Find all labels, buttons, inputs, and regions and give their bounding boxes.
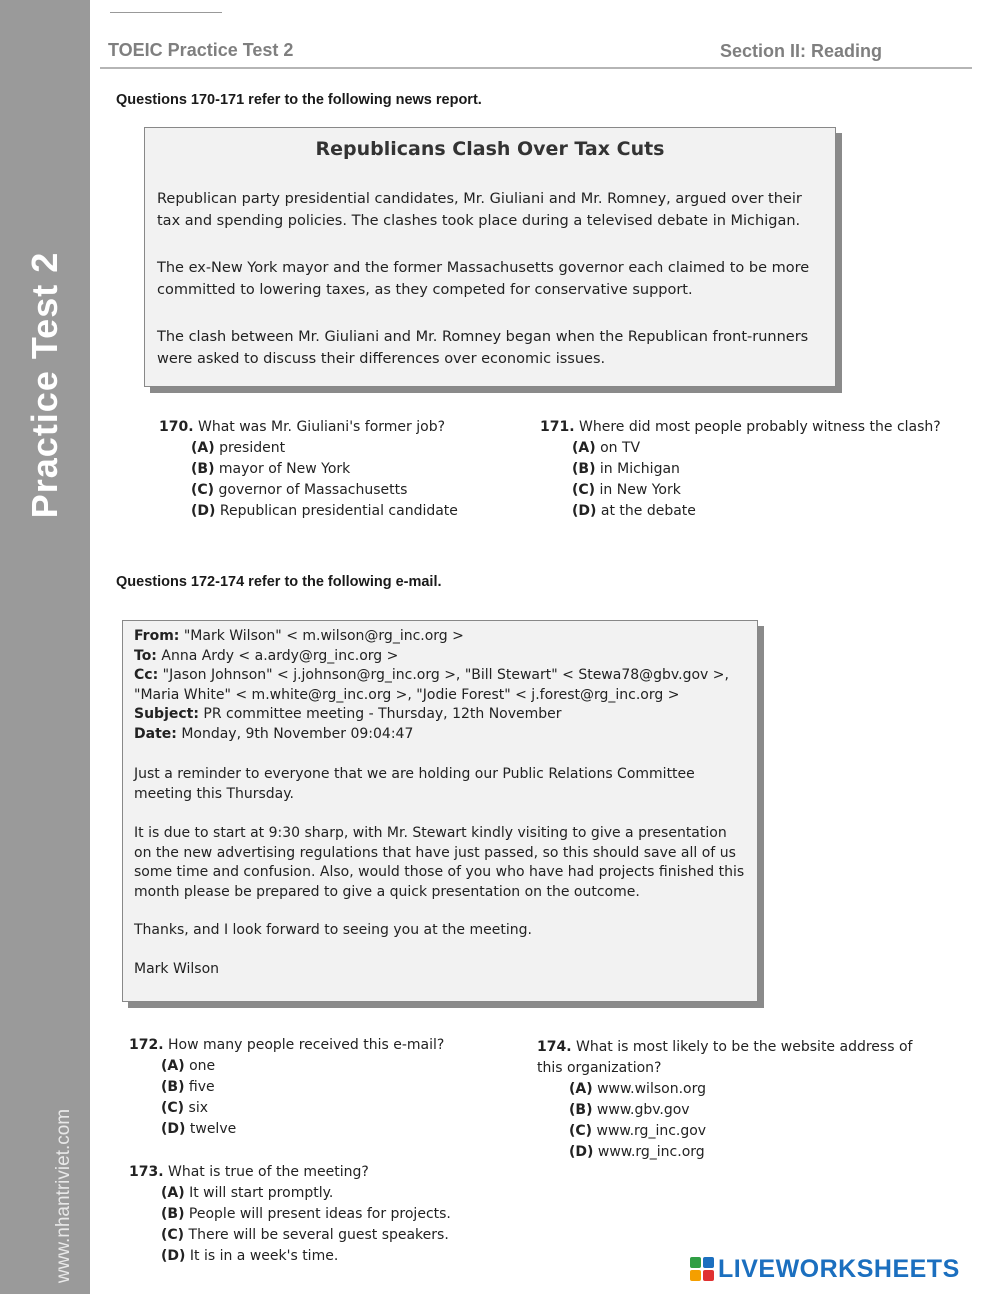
option-c[interactable]: (C) in New York — [572, 482, 681, 498]
sidebar — [0, 0, 90, 1294]
option-b[interactable]: (B) five — [161, 1079, 215, 1095]
question-number: 170. — [159, 419, 194, 435]
sidebar-title: Practice Test 2 — [24, 251, 65, 519]
question-174 — [537, 1037, 927, 1163]
option-b[interactable]: (B) www.gbv.gov — [569, 1102, 690, 1118]
option-d[interactable]: (D) twelve — [161, 1121, 237, 1137]
header-rule — [100, 67, 972, 69]
logo-square-4 — [703, 1270, 714, 1281]
option-c[interactable]: (C) governor of Massachusetts — [191, 482, 408, 498]
question-173 — [129, 1162, 509, 1267]
question-number: 172. — [129, 1037, 164, 1053]
logo-text: LIVEWORKSHEETS — [718, 1254, 960, 1283]
email-to: To: Anna Ardy < a.ardy@rg_inc.org > — [134, 647, 399, 664]
news-paragraph-3: The clash between Mr. Giuliani and Mr. Romney began when the Republican front-runners were asked to discuss their differences over economic issues. — [157, 329, 809, 367]
email-paragraph-2: It is due to start at 9:30 sharp, with Mr. Stewart kindly visiting to give a presentation on the new advertising regulations that have just passed, so this should save all of us some time and confusion. Also, would those of you who have had projects finished this month please be prepared to give a quick presentation on the outcome. — [134, 825, 745, 900]
option-a[interactable]: (A) one — [161, 1058, 216, 1074]
question-number: 174. — [537, 1039, 572, 1055]
question-text: What is true of the meeting? — [168, 1164, 369, 1180]
question-170 — [159, 417, 519, 522]
questions-172-174-intro: Questions 172-174 refer to the following e-mail. — [116, 574, 442, 590]
email-box — [122, 620, 758, 1002]
email-subject: Subject: PR committee meeting - Thursday, 12th November — [134, 706, 562, 722]
header-test-title: TOEIC Practice Test 2 — [108, 40, 294, 60]
email-from: From: "Mark Wilson" < m.wilson@rg_inc.org > — [134, 628, 464, 644]
header-section-title: Section II: Reading — [720, 41, 883, 61]
question-text: How many people received this e-mail? — [168, 1037, 445, 1053]
logo-square-1 — [690, 1257, 701, 1268]
liveworksheets-logo-icon — [690, 1257, 714, 1281]
question-number: 171. — [540, 419, 575, 435]
option-b[interactable]: (B) People will present ideas for projects. — [161, 1206, 451, 1222]
questions-170-171-intro: Questions 170-171 refer to the following news report. — [116, 92, 482, 108]
news-paragraph-1: Republican party presidential candidates, Mr. Giuliani and Mr. Romney, argued over their tax and spending policies. The clashes took place during a televised debate in Michigan. — [157, 191, 802, 229]
email-headers — [134, 627, 746, 744]
option-c[interactable]: (C) There will be several guest speakers. — [161, 1227, 449, 1243]
question-number: 173. — [129, 1164, 164, 1180]
email-date: Date: Monday, 9th November 09:04:47 — [134, 725, 414, 742]
logo-square-2 — [703, 1257, 714, 1268]
question-text: What is most likely to be the website address of this organization? — [537, 1039, 913, 1076]
option-d[interactable]: (D) at the debate — [572, 503, 696, 519]
news-report-box — [144, 127, 836, 387]
sidebar-url: www.nhantriviet.com — [53, 1108, 74, 1284]
question-text: Where did most people probably witness the clash? — [579, 419, 941, 435]
option-d[interactable]: (D) www.rg_inc.org — [569, 1144, 705, 1160]
email-signature: Mark Wilson — [134, 961, 220, 977]
option-a[interactable]: (A) president — [191, 440, 286, 456]
option-a[interactable]: (A) It will start promptly. — [161, 1185, 334, 1201]
option-a[interactable]: (A) on TV — [572, 440, 641, 456]
news-paragraph-2: The ex-New York mayor and the former Massachusetts governor each claimed to be more committed to lowering taxes, as they competed for conservative support. — [157, 260, 810, 298]
option-c[interactable]: (C) www.rg_inc.gov — [569, 1123, 707, 1139]
option-d[interactable]: (D) It is in a week's time. — [161, 1248, 339, 1264]
email-cc: Cc: "Jason Johnson" < j.johnson@rg_inc.org >, "Bill Stewart" < Stewa78@gbv.gov >, "Maria White" < m.white@rg_inc.org >, "Jodie Forest" < j.forest@rg_inc.org > — [134, 667, 729, 703]
option-b[interactable]: (B) in Michigan — [572, 461, 680, 477]
news-title: Republicans Clash Over Tax Cuts — [315, 138, 665, 160]
option-c[interactable]: (C) six — [161, 1100, 208, 1116]
question-172 — [129, 1035, 509, 1140]
question-text: What was Mr. Giuliani's former job? — [198, 419, 446, 435]
liveworksheets-logo[interactable] — [690, 1254, 960, 1284]
email-paragraph-3: Thanks, and I look forward to seeing you at the meeting. — [134, 922, 532, 938]
option-d[interactable]: (D) Republican presidential candidate — [191, 503, 458, 519]
logo-square-3 — [690, 1270, 701, 1281]
top-line — [110, 12, 222, 13]
option-b[interactable]: (B) mayor of New York — [191, 461, 351, 477]
option-a[interactable]: (A) www.wilson.org — [569, 1081, 706, 1097]
question-171 — [540, 417, 960, 522]
email-paragraph-1: Just a reminder to everyone that we are holding our Public Relations Committee meeting this Thursday. — [134, 766, 695, 802]
